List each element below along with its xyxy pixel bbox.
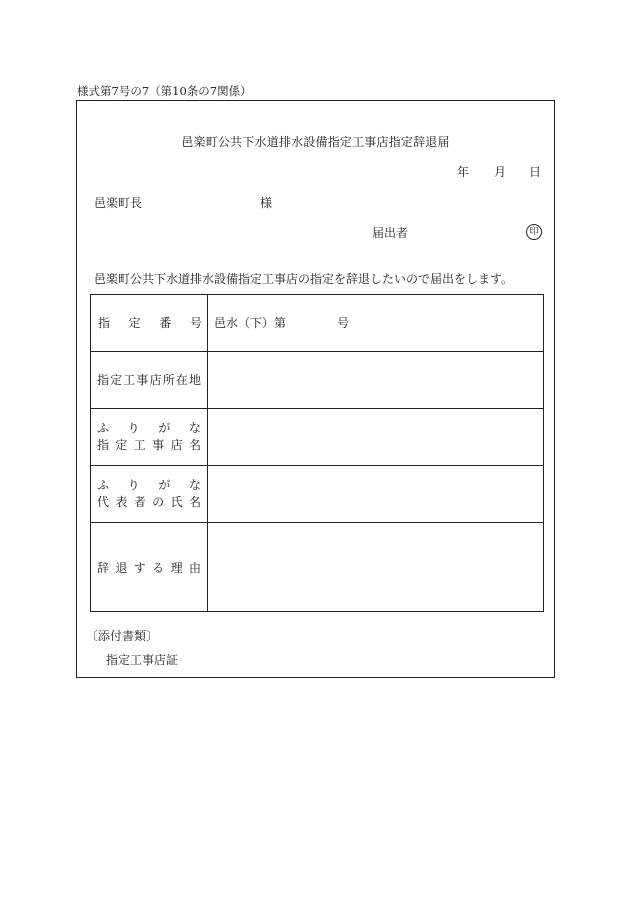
row-designation-number xyxy=(91,295,543,352)
attachments-heading: 〔添付書類〕 xyxy=(86,629,159,643)
row-shop-address xyxy=(91,352,543,409)
label-shop-name: ふ り が な 指 定 工 事 店 名 xyxy=(91,409,208,465)
label-designation-number: 指 定 番 号 xyxy=(91,295,208,351)
label-shop-address: 指 定 工 事 店 所 在 地 xyxy=(91,352,208,408)
designation-number-prefix: 邑水（下）第 xyxy=(214,316,287,330)
row-shop-name xyxy=(91,409,543,466)
attachment-item: 指定工事店証 xyxy=(106,653,179,667)
row-withdrawal-reason xyxy=(91,523,543,611)
declaration-statement: 邑楽町公共下水道排水設備指定工事店の指定を辞退したいので届出をします。 xyxy=(94,272,514,286)
date-year-label: 年 xyxy=(457,165,470,179)
designation-number-field[interactable] xyxy=(214,295,543,351)
document-title: 邑楽町公共下水道排水設備指定工事店指定辞退届 xyxy=(181,135,450,149)
notifier-label: 届出者 xyxy=(372,226,409,240)
addressee-honorific: 様 xyxy=(260,196,273,210)
seal-mark-icon: 印 xyxy=(526,224,542,240)
date-day-label: 日 xyxy=(529,165,542,179)
designation-number-suffix: 号 xyxy=(337,316,350,330)
shop-name-field[interactable] xyxy=(214,409,543,465)
representative-name-field[interactable] xyxy=(214,466,543,522)
form-frame xyxy=(76,100,555,678)
label-representative-name: ふ り が な 代 表 者 の 氏 名 xyxy=(91,466,208,522)
date-month-label: 月 xyxy=(494,165,507,179)
withdrawal-reason-field[interactable] xyxy=(214,523,543,611)
form-number-label: 様式第7号の7（第10条の7関係） xyxy=(77,84,252,98)
shop-address-field[interactable] xyxy=(214,352,543,408)
addressee: 邑楽町長 xyxy=(94,196,143,210)
row-representative-name xyxy=(91,466,543,523)
application-table xyxy=(90,294,544,612)
label-withdrawal-reason: 辞 退 す る 理 由 xyxy=(91,523,208,611)
